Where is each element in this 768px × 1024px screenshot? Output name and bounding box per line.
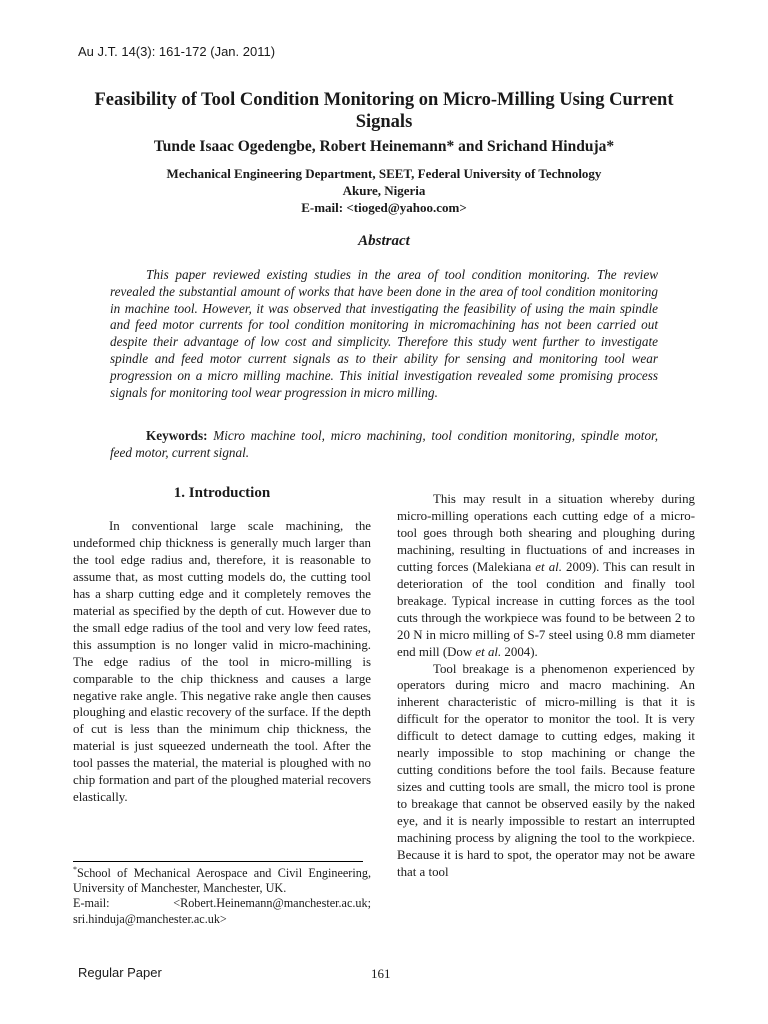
affiliation-line2: Akure, Nigeria [342,183,426,198]
paper-title: Feasibility of Tool Condition Monitoring on Micro-Milling Using Current Signals [94,90,674,132]
abstract-heading: Abstract [358,233,410,249]
intro-paragraph-3-text: Tool breakage is a phenomenon experienced by operators during micro and macro machining. An inherent characteristic of micro-milling is that it is difficult for the operator to monitor the tool. It is very difficult to detect damage to cutting edges, making it nearly impossible to stop machining or change the cutting conditions before the tool fails. Because feature sizes and cutting tools are small, the micro tool is prone to breakage that cannot be observed easily by the naked eye, and it is nearly impossible to restart an interrupted machining process by aligning the tool to the workpiece. Because it is hard to spot, the operator may not be aware that a tool [397,661,695,879]
citation-etal: et al. [535,559,562,574]
footnote-text: School of Mechanical Aerospace and Civil Engineering, University of Manchester, Manchester, UK. [73,866,371,896]
footnote-emails: <Robert.Heinemann@manchester.ac.uk; sri.hinduja@manchester.ac.uk> [73,896,371,926]
intro-paragraph-3 [397,661,695,881]
intro-paragraph-2c: 2004). [501,644,538,659]
footnote-email-label: E-mail: [73,896,110,911]
abstract-text: This paper reviewed existing studies in the area of tool condition monitoring. The review revealed the substantial amount of works that have been done in the area of tool condition monitoring in machine tool. However, it was observed that investigating the feasibility of using the main spindle and feed motor currents for tool condition monitoring in micromachining has not been carried out despite their advantage of low cost and simplicity. Therefore this study went further to investigate spindle and feed motor current signals as to their ability for sensing and monitoring tool wear progression on a micro milling machine. This initial investigation revealed some promising process signals for monitoring tool wear progression in micro milling. [110,267,658,400]
affiliation-email: E-mail: <tioged@yahoo.com> [301,200,467,215]
page-number: 161 [371,966,391,981]
keywords [110,428,658,462]
intro-paragraph-2a: This may result in a situation whereby during micro-milling operations each cutting edge of a micro-tool goes through both shearing and ploughing during machining, resulting in fluctuations of and increases in cutting forces (Malekiana [397,492,695,574]
footnote [73,866,371,927]
intro-right-column [397,491,695,881]
citation-etal-2: et al. [475,644,502,659]
affiliation [110,165,658,216]
footnote-rule [73,861,363,862]
intro-paragraph-2 [397,491,695,661]
footer-label: Regular Paper [78,965,162,980]
intro-paragraph-1 [73,518,371,806]
keywords-label: Keywords: [146,428,208,443]
keywords-text: Micro machine tool, micro machining, tool condition monitoring, spindle motor, feed motor, current signal. [110,428,658,460]
authors: Tunde Isaac Ogedengbe, Robert Heinemann* and Srichand Hinduja* [153,138,615,155]
section-heading-introduction: 1. Introduction [173,485,271,501]
footnote-marker: * [73,864,77,874]
journal-header: Au J.T. 14(3): 161-172 (Jan. 2011) [78,44,276,59]
intro-left-column [73,518,371,806]
intro-paragraph-2b: 2009). This can result in deterioration of the tool condition and finally tool breakage. Typical increase in cutting forces as the tool cuts through the workpiece was found to be between 2 to 20 N in micro milling of S-7 steel using 0.8 mm diameter end mill (Dow [397,559,695,659]
intro-paragraph-1-text: In conventional large scale machining, the undeformed chip thickness is generally much larger than the tool edge radius and, therefore, it is reasonable to assume that, as most cutting models do, the cutting tool has a sharp cutting edge and it completely removes the material as specified by the depth of cut. However due to the small edge radius of the tool and very low feed rates, this assumption is no longer valid in micro-machining. The edge radius of the tool in micro-milling is comparable to the chip thickness and causes a large negative rake angle. This negative rake angle then causes ploughing and elastic recovery of the surface. If the depth of cut is less than the minimum chip thickness, the material is just squeezed underneath the tool. After the tool passes the material, the material is ploughed with no chip formation and part of the ploughed material recovers elastically. [73,519,371,805]
abstract-body [110,267,658,401]
affiliation-line1: Mechanical Engineering Department, SEET, Federal University of Technology [166,166,602,181]
